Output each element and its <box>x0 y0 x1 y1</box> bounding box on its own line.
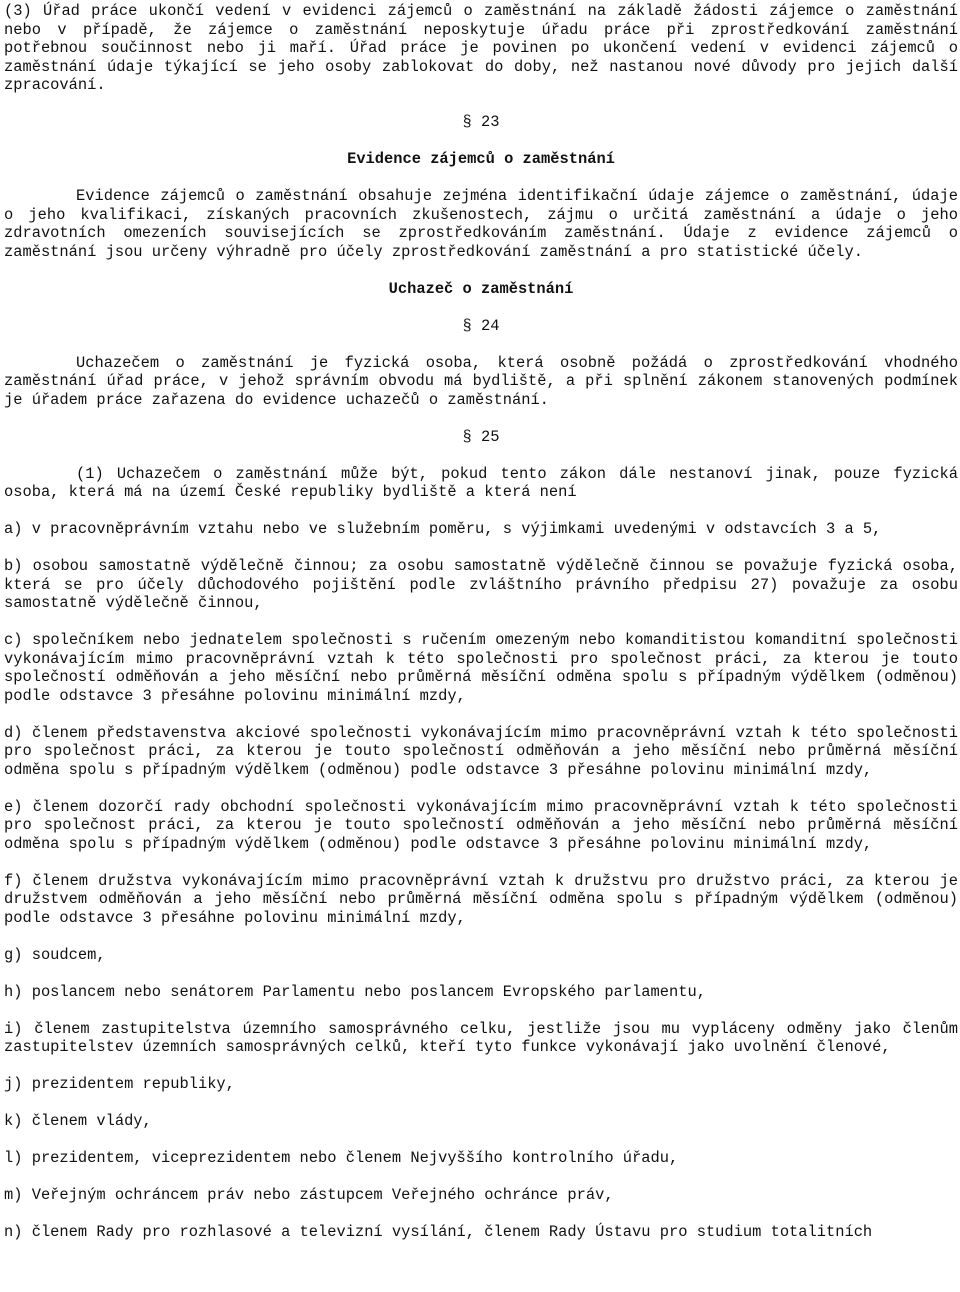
list-item-m: m) Veřejným ochráncem práv nebo zástupcem Veřejného ochránce práv, <box>4 1186 614 1204</box>
section-25-intro: (1) Uchazečem o zaměstnání může být, pokud tento zákon dále nestanoví jinak, pouze fyzická osoba, která má na území České republiky bydliště a která není <box>4 464 958 501</box>
list-item-a: a) v pracovněprávním vztahu nebo ve služebním poměru, s výjimkami uvedenými v odstavcích 3 a 5, <box>4 520 882 538</box>
list-item-f: f) členem družstva vykonávajícím mimo pracovněprávní vztah k družstvu pro družstvo práci, za kterou je družstvem odměňován a jeho měsíční nebo průměrná měsíční odměna spolu s případným výdělkem (odměnou) podle odstavce 3 přesáhne polovinu minimální mzdy, <box>4 871 958 927</box>
list-item-n: n) členem Rady pro rozhlasové a televizní vysílání, členem Rady Ústavu pro studium totalitních <box>4 1223 873 1241</box>
section-25-number: § 25 <box>462 427 500 446</box>
paragraph-3-intro: (3) Úřad práce ukončí vedení v evidenci zájemců o zaměstnání na základě žádosti zájemce o zaměstnání nebo v případě, že zájemce o zaměstnání neposkytuje úřadu práce při zprostředkování zaměstnání potřebnou součinnost nebo ji maří. Úřad práce je povinen po ukončení vedení v evidenci zájemců o zaměstnání údaje týkající se jeho osoby zablokovat do doby, než nastanou nové důvody pro jejich další zpracování. <box>4 2 958 94</box>
list-item-b: b) osobou samostatně výdělečně činnou; za osobu samostatně výdělečně činnou se považuje fyzická osoba, která se pro účely důchodového pojištění podle zvláštního právního předpisu 27) považuje za osobu samostatně výdělečně činnou, <box>4 557 958 612</box>
document-page <box>4 2 958 1242</box>
list-item-g: g) soudcem, <box>4 945 106 964</box>
section-23-number: § 23 <box>462 113 500 131</box>
list-item-i: i) členem zastupitelstva územního samosprávného celku, jestliže jsou mu vypláceny odměny jako členům zastupitelstev územních samosprávných celků, kteří tyto funkce vykonávají jako uvolnění členové, <box>4 1019 958 1056</box>
list-item-e: e) členem dozorčí rady obchodní společnosti vykonávajícím mimo pracovněprávní vztah k této společnosti pro společnost práci, za kterou je touto společností odměňován a jeho měsíční nebo průměrná měsíční odměna spolu s případným výdělkem (odměnou) podle odstavce 3 přesáhne polovinu minimální mzdy, <box>4 797 958 853</box>
list-item-j: j) prezidentem republiky, <box>4 1075 235 1093</box>
list-item-c: c) společníkem nebo jednatelem společnosti s ručením omezeným nebo komanditistou komanditní společnosti vykonávajícím mimo pracovněprávní vztah k této společnosti pro společnost práci, za kterou je touto společností odměňován a jeho měsíční nebo průměrná měsíční odměna spolu s případným výdělkem (odměnou) podle odstavce 3 přesáhne polovinu minimální mzdy, <box>4 631 958 705</box>
section-24-text: Uchazečem o zaměstnání je fyzická osoba, která osobně požádá o zprostředkování vhodného zaměstnání úřad práce, v jehož správním obvodu má bydliště, a při splnění zákonem stanovených podmínek je úřadem práce zařazena do evidence uchazečů o zaměstnání. <box>4 353 958 409</box>
section-23-text: Evidence zájemců o zaměstnání obsahuje zejména identifikační údaje zájemce o zaměstnání, údaje o jeho kvalifikaci, získaných pracovních zkušenostech, zájmu o určitá zaměstnání a údaje o jeho zdravotních omezeních souvisejících se zprostředkováním zaměstnání. Údaje z evidence zájemců o zaměstnání jsou určeny výhradně pro účely zprostředkování zaměstnání a pro statistické účely. <box>4 187 958 261</box>
section-24-number: § 24 <box>462 316 500 335</box>
list-item-d: d) členem představenstva akciové společnosti vykonávajícím mimo pracovněprávní vztah k této společnosti pro společnost práci, za kterou je touto společností odměňován a jeho měsíční nebo průměrná měsíční odměna spolu s případným výdělkem (odměnou) podle odstavce 3 přesáhne polovinu minimální mzdy, <box>4 723 958 779</box>
section-23-title: Evidence zájemců o zaměstnání <box>347 150 615 168</box>
part-title: Uchazeč o zaměstnání <box>388 279 574 298</box>
list-item-l: l) prezidentem, viceprezidentem nebo členem Nejvyššího kontrolního úřadu, <box>4 1149 679 1167</box>
list-item-h: h) poslancem nebo senátorem Parlamentu nebo poslancem Evropského parlamentu, <box>4 982 706 1001</box>
list-item-k: k) členem vlády, <box>4 1112 152 1130</box>
